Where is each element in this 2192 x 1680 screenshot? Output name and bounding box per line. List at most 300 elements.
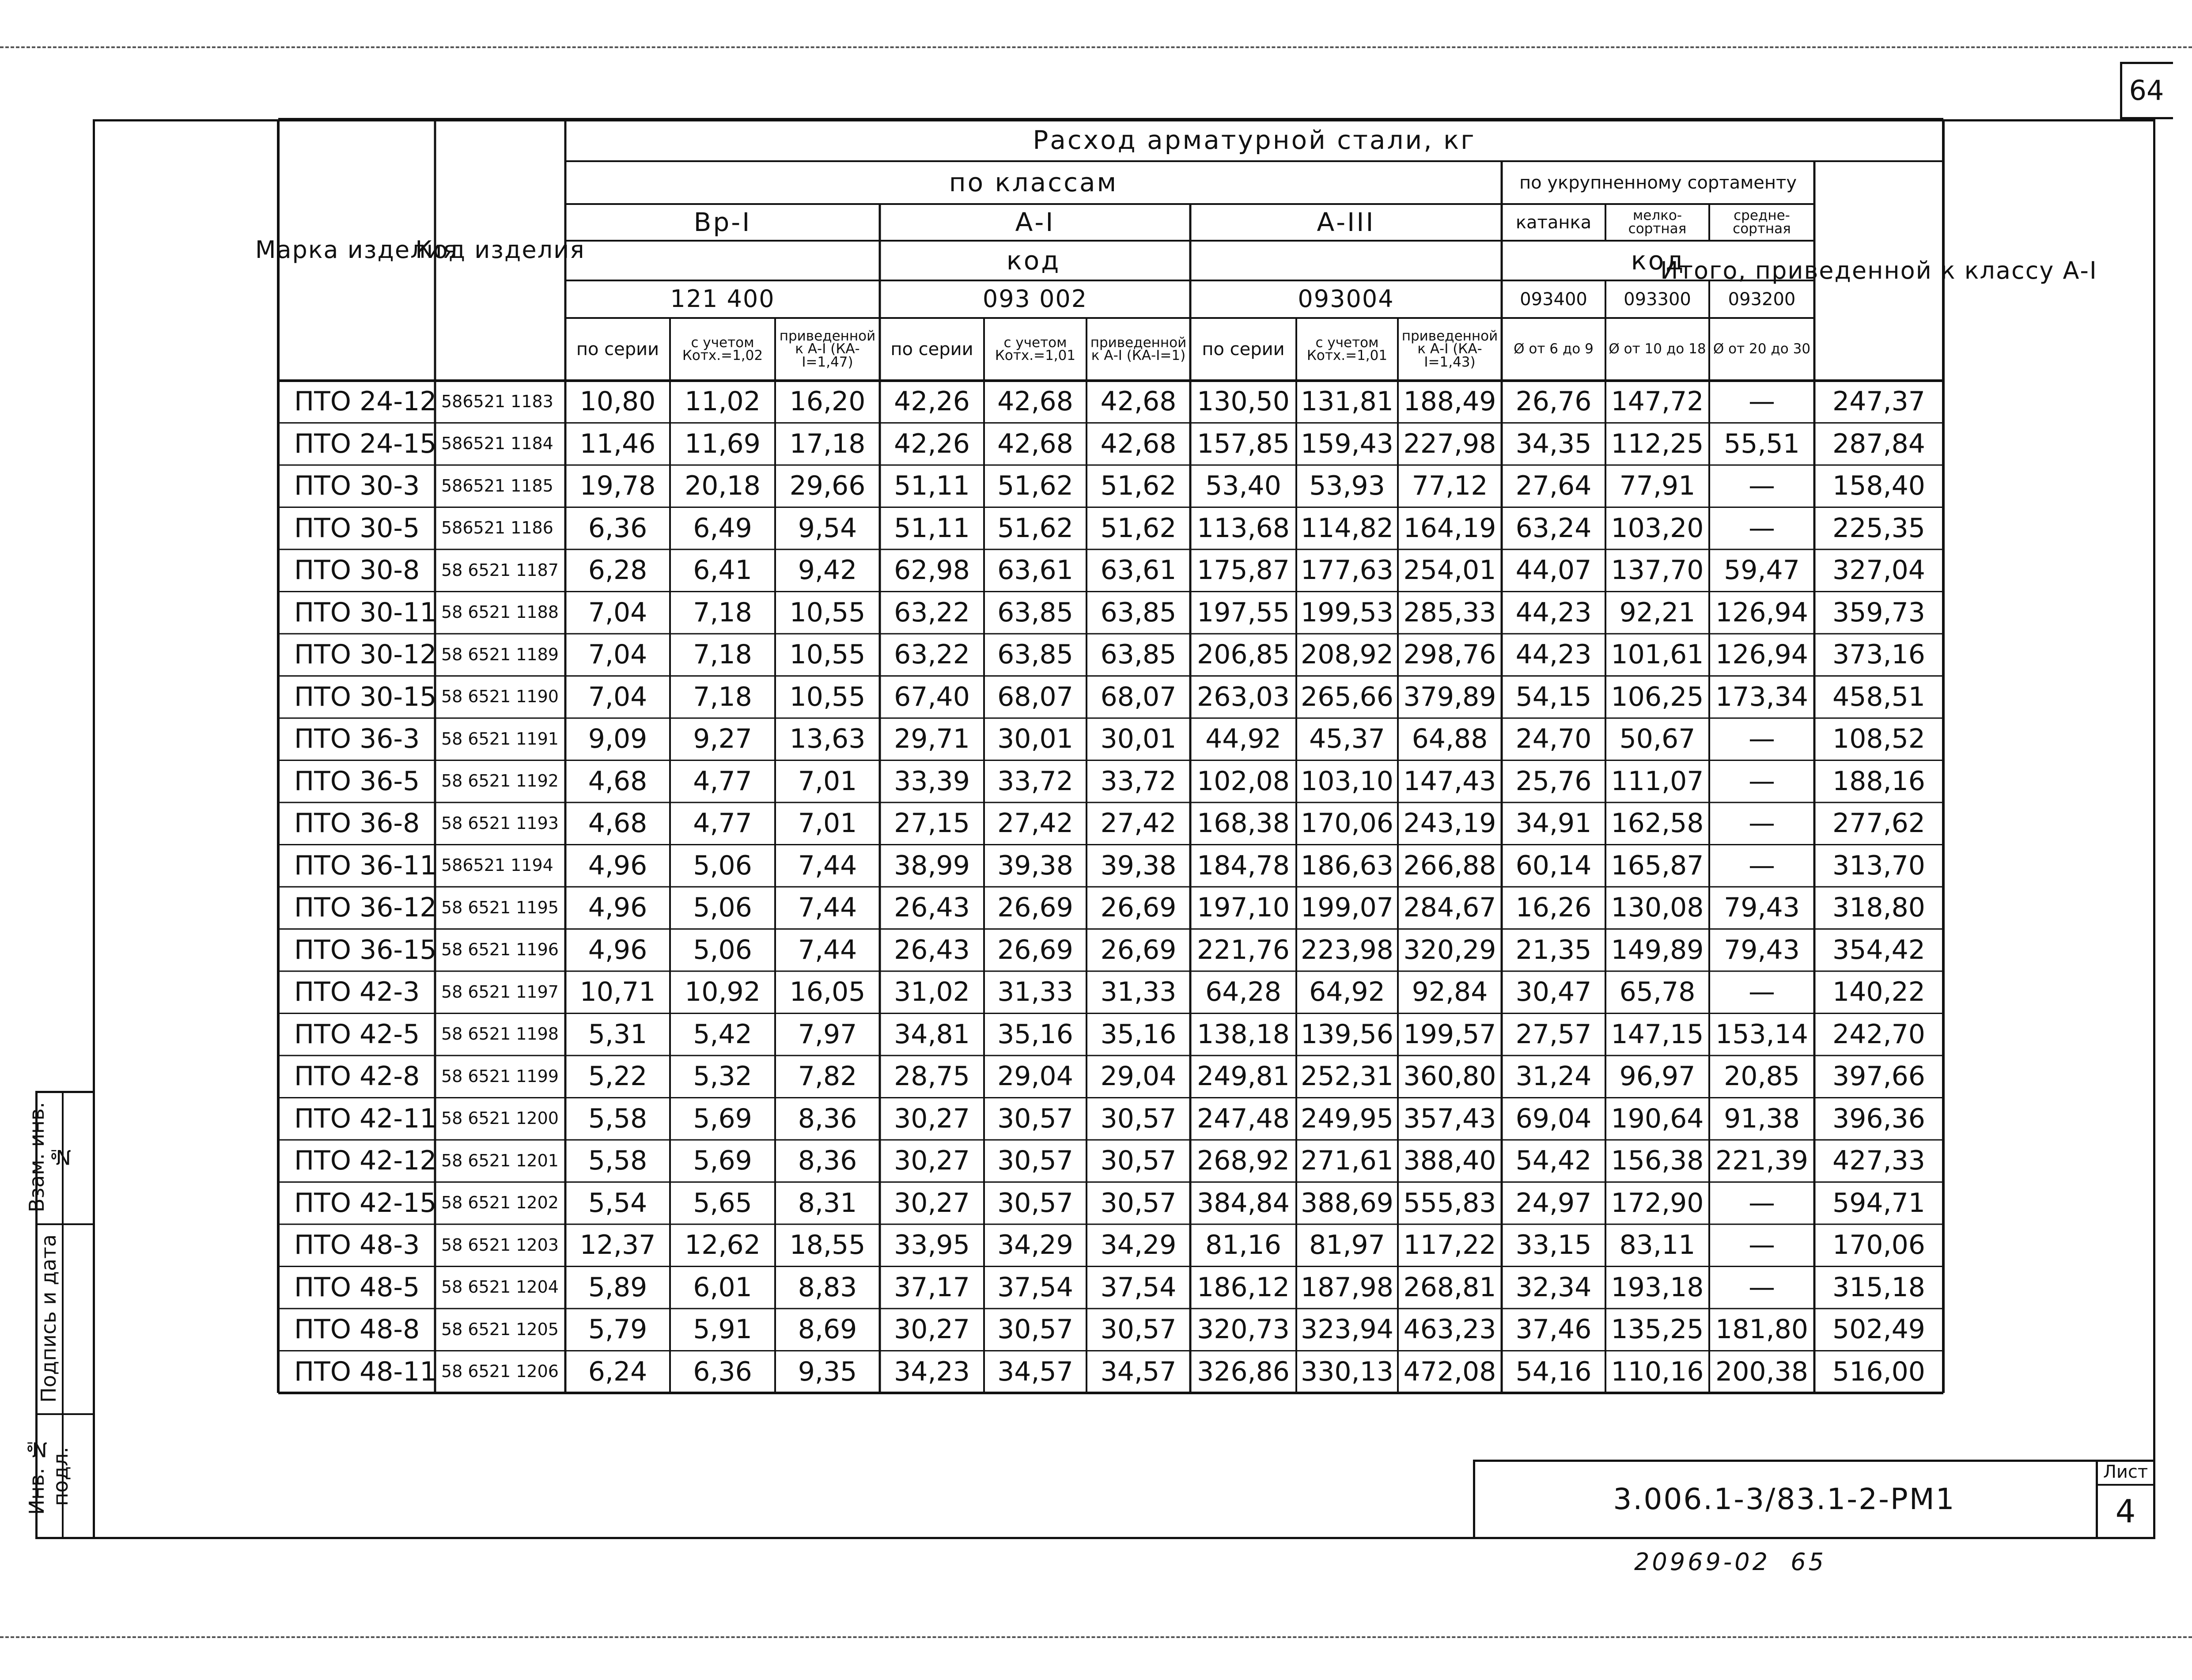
table-cell: 9,35 — [798, 1356, 857, 1387]
table-cell: 37,54 — [1100, 1271, 1177, 1303]
table-cell: 12,62 — [685, 1230, 761, 1261]
table-cell: 64,88 — [1412, 723, 1488, 755]
table-cell: 555,83 — [1403, 1187, 1496, 1218]
table-cell: 5,22 — [588, 1061, 647, 1092]
table-cell: 5,69 — [693, 1103, 752, 1134]
table-cell: 388,69 — [1301, 1187, 1393, 1218]
table-cell: 463,23 — [1403, 1314, 1496, 1345]
table-cell: 60,14 — [1515, 850, 1592, 881]
table-cell: 10,80 — [579, 386, 656, 417]
table-cell: 63,85 — [1100, 639, 1177, 670]
table-cell: 181,80 — [1715, 1314, 1808, 1345]
table-cell: 200,38 — [1715, 1356, 1808, 1387]
sub-a1-po-serii: по серии — [890, 339, 973, 359]
table-cell: 30,57 — [997, 1145, 1073, 1177]
table-cell: 29,04 — [997, 1061, 1073, 1092]
table-cell: 55,51 — [1724, 428, 1800, 459]
table-cell: 68,07 — [997, 681, 1073, 712]
table-cell: 16,20 — [789, 386, 866, 417]
table-cell: 65,78 — [1619, 976, 1696, 1008]
table-cell: 197,55 — [1197, 597, 1290, 628]
table-cell: 30,57 — [1100, 1145, 1177, 1177]
table-cell: 26,69 — [1100, 934, 1177, 965]
row-code: 58 6521 1205 — [441, 1319, 559, 1339]
table-cell: 6,41 — [693, 555, 752, 586]
header-mark: Марка изделия — [255, 235, 458, 264]
table-cell: 6,01 — [693, 1271, 752, 1303]
table-cell: 4,96 — [588, 850, 647, 881]
table-cell: — — [1749, 386, 1775, 417]
row-mark: ПТО 48-8 — [294, 1314, 420, 1345]
table-cell: 184,78 — [1197, 850, 1290, 881]
table-cell: 227,98 — [1403, 428, 1496, 459]
table-cell: 254,01 — [1403, 555, 1496, 586]
table-cell: 51,11 — [894, 470, 970, 502]
table-cell: 27,42 — [997, 808, 1073, 839]
table-cell: 199,53 — [1301, 597, 1393, 628]
table-cell: 81,16 — [1205, 1230, 1281, 1261]
table-cell: 39,38 — [1100, 850, 1177, 881]
kod-melko: 093300 — [1624, 289, 1691, 310]
row-code: 58 6521 1187 — [441, 560, 559, 580]
table-cell: 153,14 — [1715, 1018, 1808, 1050]
sub-a1-priv: приведенной к А-I (КА-I=1) — [1090, 334, 1187, 363]
table-cell: 51,62 — [1100, 512, 1177, 544]
table-cell: 42,68 — [1100, 428, 1177, 459]
table-cell: 360,80 — [1403, 1061, 1496, 1092]
table-cell: 9,42 — [798, 555, 857, 586]
sub-katanka-diam: Ø от 6 до 9 — [1514, 341, 1594, 357]
table-cell: 27,64 — [1515, 470, 1592, 502]
table-cell: 37,54 — [997, 1271, 1073, 1303]
table-cell: 64,92 — [1309, 976, 1385, 1008]
table-cell: 159,43 — [1301, 428, 1393, 459]
table-cell: 247,37 — [1832, 386, 1925, 417]
table-cell: 59,47 — [1724, 555, 1800, 586]
table-cell: 21,35 — [1515, 934, 1592, 965]
table-cell: 9,27 — [693, 723, 752, 755]
table-cell: 4,68 — [588, 765, 647, 797]
table-cell: 63,85 — [1100, 597, 1177, 628]
table-cell: 249,81 — [1197, 1061, 1290, 1092]
header-code: Код изделия — [415, 235, 585, 264]
table-cell: — — [1749, 1230, 1775, 1261]
table-cell: 168,38 — [1197, 808, 1290, 839]
table-cell: 27,42 — [1100, 808, 1177, 839]
table-cell: 354,42 — [1832, 934, 1925, 965]
table-cell: 10,55 — [789, 681, 866, 712]
row-mark: ПТО 42-5 — [294, 1018, 420, 1050]
table-cell: 162,58 — [1611, 808, 1704, 839]
table-cell: 263,03 — [1197, 681, 1290, 712]
table-cell: 287,84 — [1832, 428, 1925, 459]
table-cell: 242,70 — [1832, 1018, 1925, 1050]
row-code: 58 6521 1192 — [441, 771, 559, 791]
table-cell: 298,76 — [1403, 639, 1496, 670]
sub-vr1-po-serii: по серии — [576, 339, 659, 359]
table-cell: 10,55 — [789, 639, 866, 670]
table-cell: 126,94 — [1715, 597, 1808, 628]
table-cell: 7,97 — [798, 1018, 857, 1050]
row-code: 58 6521 1206 — [441, 1362, 559, 1381]
table-cell: 147,43 — [1403, 765, 1496, 797]
table-cell: 6,36 — [588, 512, 647, 544]
table-cell: 54,42 — [1515, 1145, 1592, 1177]
row-mark: ПТО 36-8 — [294, 808, 420, 839]
table-cell: 193,18 — [1611, 1271, 1704, 1303]
table-cell: 31,33 — [1100, 976, 1177, 1008]
table-cell: 157,85 — [1197, 428, 1290, 459]
table-cell: 7,44 — [798, 934, 857, 965]
table-cell: 373,16 — [1832, 639, 1925, 670]
table-cell: 5,42 — [693, 1018, 752, 1050]
table-cell: 92,84 — [1412, 976, 1488, 1008]
table-cell: 79,43 — [1724, 892, 1800, 923]
table-cell: 313,70 — [1832, 850, 1925, 881]
table-cell: 63,22 — [894, 639, 970, 670]
stamp-vzam-inv: Взам. инв. № — [25, 1102, 72, 1212]
table-cell: 5,79 — [588, 1314, 647, 1345]
table-cell: 63,85 — [997, 597, 1073, 628]
table-cell: 68,07 — [1100, 681, 1177, 712]
table-cell: 34,57 — [1100, 1356, 1177, 1387]
table-cell: 320,73 — [1197, 1314, 1290, 1345]
table-cell: 5,89 — [588, 1271, 647, 1303]
table-cell: 8,69 — [798, 1314, 857, 1345]
row-mark: ПТО 30-15 — [294, 681, 437, 712]
table-cell: 30,57 — [1100, 1103, 1177, 1134]
table-cell: 35,16 — [997, 1018, 1073, 1050]
table-cell: 91,38 — [1724, 1103, 1800, 1134]
table-cell: 6,28 — [588, 555, 647, 586]
row-code: 586521 1186 — [441, 518, 553, 538]
table-cell: 54,16 — [1515, 1356, 1592, 1387]
table-cell: 26,43 — [894, 892, 970, 923]
table-cell: 186,12 — [1197, 1271, 1290, 1303]
table-cell: 44,23 — [1515, 639, 1592, 670]
row-code: 58 6521 1188 — [441, 602, 559, 622]
table-cell: 271,61 — [1301, 1145, 1393, 1177]
row-mark: ПТО 42-12 — [294, 1145, 437, 1177]
table-cell: 320,29 — [1403, 934, 1496, 965]
table-cell: 30,27 — [894, 1103, 970, 1134]
table-cell: 277,62 — [1832, 808, 1925, 839]
table-cell: 69,04 — [1515, 1103, 1592, 1134]
document-designation: 3.006.1-3/83.1-2-РМ1 — [1613, 1482, 1956, 1517]
table-cell: 30,27 — [894, 1314, 970, 1345]
table-cell: 5,06 — [693, 892, 752, 923]
table-cell: 13,63 — [789, 723, 866, 755]
table-cell: 247,48 — [1197, 1103, 1290, 1134]
sheet-label: Лист — [2103, 1461, 2148, 1482]
table-cell: 53,40 — [1205, 470, 1281, 502]
row-code: 58 6521 1189 — [441, 644, 559, 664]
table-cell: 8,83 — [798, 1271, 857, 1303]
table-cell: 131,81 — [1301, 386, 1393, 417]
table-cell: 10,71 — [579, 976, 656, 1008]
table-cell: 51,62 — [1100, 470, 1177, 502]
header-sort-sredne: средне-сортная — [1733, 208, 1791, 237]
stamp-podpis-data: Подпись и дата — [37, 1234, 61, 1403]
table-cell: 6,49 — [693, 512, 752, 544]
table-cell: 502,49 — [1832, 1314, 1925, 1345]
kod-vr1: 121 400 — [670, 285, 775, 313]
row-mark: ПТО 30-3 — [294, 470, 420, 502]
table-cell: 20,18 — [685, 470, 761, 502]
table-cell: 33,39 — [894, 765, 970, 797]
table-cell: 30,27 — [894, 1187, 970, 1218]
table-cell: 16,26 — [1515, 892, 1592, 923]
table-cell: 318,80 — [1832, 892, 1925, 923]
row-code: 58 6521 1193 — [441, 813, 559, 833]
table-cell: — — [1749, 765, 1775, 797]
table-cell: 24,70 — [1515, 723, 1592, 755]
table-cell: 140,22 — [1832, 976, 1925, 1008]
table-cell: 379,89 — [1403, 681, 1496, 712]
archive-number: 20969-02 65 — [1634, 1548, 1827, 1576]
table-cell: — — [1749, 1187, 1775, 1218]
table-cell: 158,40 — [1832, 470, 1925, 502]
header-by-classes: по классам — [949, 167, 1118, 198]
kod-a3: 093004 — [1298, 285, 1394, 313]
table-cell: 5,65 — [693, 1187, 752, 1218]
row-code: 586521 1185 — [441, 476, 553, 496]
table-cell: 225,35 — [1832, 512, 1925, 544]
table-cell: 252,31 — [1301, 1061, 1393, 1092]
table-cell: 199,07 — [1301, 892, 1393, 923]
table-cell: 4,77 — [693, 765, 752, 797]
table-cell: 5,58 — [588, 1103, 647, 1134]
table-cell: 34,91 — [1515, 808, 1592, 839]
stamp-inv-podl: Инв. № подл. — [25, 1438, 72, 1515]
table-cell: 10,55 — [789, 597, 866, 628]
table-cell: 5,54 — [588, 1187, 647, 1218]
row-mark: ПТО 36-3 — [294, 723, 420, 755]
sheet-number: 4 — [2115, 1492, 2136, 1530]
table-cell: 102,08 — [1197, 765, 1290, 797]
row-mark: ПТО 42-15 — [294, 1187, 437, 1218]
table-cell: — — [1749, 723, 1775, 755]
table-cell: 33,72 — [997, 765, 1073, 797]
table-cell: 11,02 — [685, 386, 761, 417]
table-cell: 326,86 — [1197, 1356, 1290, 1387]
sub-a3-po-serii: по серии — [1202, 339, 1285, 359]
table-cell: 7,18 — [693, 639, 752, 670]
table-cell: 30,57 — [1100, 1314, 1177, 1345]
table-cell: 266,88 — [1403, 850, 1496, 881]
row-mark: ПТО 48-5 — [294, 1271, 420, 1303]
table-cell: 112,25 — [1611, 428, 1704, 459]
table-cell: 45,37 — [1309, 723, 1385, 755]
table-cell: 30,57 — [997, 1103, 1073, 1134]
table-cell: 149,89 — [1611, 934, 1704, 965]
table-cell: 156,38 — [1611, 1145, 1704, 1177]
table-cell: 135,25 — [1611, 1314, 1704, 1345]
table-cell: 396,36 — [1832, 1103, 1925, 1134]
row-code: 586521 1183 — [441, 391, 553, 411]
table-cell: 397,66 — [1832, 1061, 1925, 1092]
table-cell: 34,57 — [997, 1356, 1073, 1387]
table-cell: 388,40 — [1403, 1145, 1496, 1177]
row-code: 58 6521 1190 — [441, 687, 559, 707]
table-cell: 188,49 — [1403, 386, 1496, 417]
row-mark: ПТО 42-11 — [294, 1103, 437, 1134]
table-cell: 42,68 — [997, 428, 1073, 459]
table-cell: 173,34 — [1715, 681, 1808, 712]
row-code: 58 6521 1197 — [441, 982, 559, 1002]
table-cell: 7,44 — [798, 892, 857, 923]
table-cell: — — [1749, 808, 1775, 839]
table-cell: 147,72 — [1611, 386, 1704, 417]
table-cell: 31,33 — [997, 976, 1073, 1008]
table-cell: 26,69 — [997, 934, 1073, 965]
table-cell: 110,16 — [1611, 1356, 1704, 1387]
sub-vr1-s-uchetom: с учетом Котх.=1,02 — [682, 334, 763, 363]
table-cell: 126,94 — [1715, 639, 1808, 670]
table-cell: 113,68 — [1197, 512, 1290, 544]
table-cell: 103,10 — [1301, 765, 1393, 797]
table-cell: 7,18 — [693, 681, 752, 712]
row-code: 58 6521 1198 — [441, 1024, 559, 1044]
sub-a3-priv: приведенной к А-I (КА-I=1,43) — [1401, 328, 1498, 370]
table-cell: 111,07 — [1611, 765, 1704, 797]
table-cell: 26,69 — [997, 892, 1073, 923]
table-cell: 594,71 — [1832, 1187, 1925, 1218]
table-cell: 199,57 — [1403, 1018, 1496, 1050]
row-mark: ПТО 36-15 — [294, 934, 437, 965]
table-cell: 249,95 — [1301, 1103, 1393, 1134]
row-code: 58 6521 1201 — [441, 1150, 559, 1170]
header-class-a3: А-III — [1317, 207, 1375, 238]
table-cell: 30,01 — [1100, 723, 1177, 755]
table-cell: 7,01 — [798, 808, 857, 839]
table-cell: 28,75 — [894, 1061, 970, 1092]
header-total: Итого, приведенной к классу А-I — [1660, 257, 2097, 285]
row-code: 58 6521 1204 — [441, 1277, 559, 1297]
table-cell: 130,08 — [1611, 892, 1704, 923]
table-cell: 6,36 — [693, 1356, 752, 1387]
table-cell: 188,16 — [1832, 765, 1925, 797]
table-cell: 5,58 — [588, 1145, 647, 1177]
row-code: 58 6521 1203 — [441, 1235, 559, 1255]
header-class-a1: А-I — [1015, 207, 1055, 238]
table-cell: 37,46 — [1515, 1314, 1592, 1345]
table-cell: 187,98 — [1301, 1271, 1393, 1303]
table-cell: 20,85 — [1724, 1061, 1800, 1092]
row-mark: ПТО 42-8 — [294, 1061, 420, 1092]
table-cell: 6,24 — [588, 1356, 647, 1387]
table-cell: 63,61 — [997, 555, 1073, 586]
table-cell: 8,31 — [798, 1187, 857, 1218]
table-cell: 206,85 — [1197, 639, 1290, 670]
table-cell: 8,36 — [798, 1103, 857, 1134]
header-class-vr1: Вр-I — [693, 207, 752, 238]
table-cell: 4,96 — [588, 892, 647, 923]
table-cell: 30,01 — [997, 723, 1073, 755]
table-cell: 4,77 — [693, 808, 752, 839]
row-mark: ПТО 42-3 — [294, 976, 420, 1008]
table-cell: 63,85 — [997, 639, 1073, 670]
table-cell: 11,46 — [579, 428, 656, 459]
sub-sredne-diam: Ø от 20 до 30 — [1713, 341, 1811, 357]
table-cell: 27,15 — [894, 808, 970, 839]
table-cell: 34,23 — [894, 1356, 970, 1387]
table-cell: 33,95 — [894, 1230, 970, 1261]
table-cell: 458,51 — [1832, 681, 1925, 712]
header-sort-katanka: катанка — [1515, 212, 1592, 233]
row-mark: ПТО 36-11 — [294, 850, 437, 881]
table-cell: 172,90 — [1611, 1187, 1704, 1218]
row-mark: ПТО 48-11 — [294, 1356, 437, 1387]
table-cell: 79,43 — [1724, 934, 1800, 965]
table-cell: 51,11 — [894, 512, 970, 544]
table-cell: 51,62 — [997, 470, 1073, 502]
table-cell: 268,92 — [1197, 1145, 1290, 1177]
table-cell: 268,81 — [1403, 1271, 1496, 1303]
table-cell: — — [1749, 976, 1775, 1008]
table-cell: 33,15 — [1515, 1230, 1592, 1261]
table-cell: 265,66 — [1301, 681, 1393, 712]
kod-a1: 093 002 — [982, 285, 1088, 313]
row-code: 58 6521 1199 — [441, 1066, 559, 1086]
table-cell: 323,94 — [1301, 1314, 1393, 1345]
table-cell: 5,06 — [693, 850, 752, 881]
table-cell: 34,81 — [894, 1018, 970, 1050]
table-cell: 26,69 — [1100, 892, 1177, 923]
table-cell: 5,91 — [693, 1314, 752, 1345]
table-cell: 164,19 — [1403, 512, 1496, 544]
table-cell: 44,92 — [1205, 723, 1281, 755]
row-code: 58 6521 1191 — [441, 729, 559, 749]
sub-a1-s-uchetom: с учетом Котх.=1,01 — [995, 334, 1076, 363]
table-cell: 42,26 — [894, 386, 970, 417]
table-cell: 29,71 — [894, 723, 970, 755]
table-cell: 30,47 — [1515, 976, 1592, 1008]
header-title: Расход арматурной стали, кг — [1033, 125, 1476, 155]
table-cell: 30,27 — [894, 1145, 970, 1177]
table-cell: 29,04 — [1100, 1061, 1177, 1092]
table-cell: 62,98 — [894, 555, 970, 586]
table-cell: 101,61 — [1611, 639, 1704, 670]
table-cell: 108,52 — [1832, 723, 1925, 755]
table-cell: 7,04 — [588, 597, 647, 628]
table-cell: 77,12 — [1412, 470, 1488, 502]
table-cell: 10,92 — [685, 976, 761, 1008]
table-cell: 81,97 — [1309, 1230, 1385, 1261]
table-cell: 315,18 — [1832, 1271, 1925, 1303]
table-cell: 31,24 — [1515, 1061, 1592, 1092]
table-cell: 42,26 — [894, 428, 970, 459]
table-cell: 7,44 — [798, 850, 857, 881]
table-cell: 427,33 — [1832, 1145, 1925, 1177]
table-cell: 5,06 — [693, 934, 752, 965]
table-cell: 12,37 — [579, 1230, 656, 1261]
table-cell: 4,96 — [588, 934, 647, 965]
header-kod-classes: код — [1006, 245, 1061, 276]
table-cell: 42,68 — [997, 386, 1073, 417]
table-cell: 33,72 — [1100, 765, 1177, 797]
row-mark: ПТО 30-5 — [294, 512, 420, 544]
table-cell: 384,84 — [1197, 1187, 1290, 1218]
table-cell: 51,62 — [997, 512, 1073, 544]
table-cell: 11,69 — [685, 428, 761, 459]
table-cell: 114,82 — [1301, 512, 1393, 544]
row-mark: ПТО 24-15 — [294, 428, 437, 459]
table-cell: 165,87 — [1611, 850, 1704, 881]
row-code: 58 6521 1200 — [441, 1109, 559, 1128]
table-cell: 96,97 — [1619, 1061, 1696, 1092]
table-cell: 64,28 — [1205, 976, 1281, 1008]
